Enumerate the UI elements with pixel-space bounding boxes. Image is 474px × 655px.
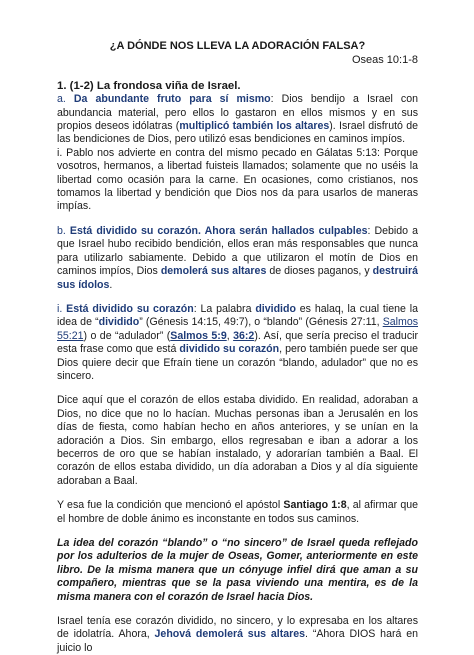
- salmos-55-21-link[interactable]: Salmos 55:21: [57, 316, 419, 342]
- salmos-5-9-link[interactable]: Salmos 5:9: [170, 329, 227, 342]
- sub-i-highlight: Está dividido su corazón: [66, 302, 194, 315]
- paragraph-divided-heart: Dice aquí que el corazón de ellos estaba dividido. En realidad, adoraban a Dios, no dice que no lo hacían. Muchas personas iban a Jerusalén en los días de fiesta, como habían hecho en años anteriores, y se unían en la adoración a Dios. Sin embargo, ellos regresaban e iban a adorar a los becerros de oro que se habían instalado, y adorarían también a Baal. El corazón de ellos estaba dividido, un día adoraban a Dios y al día siguiente adoraban a Baal.: [57, 394, 418, 487]
- point-a-highlight: Da abundante fruto para sí mismo: [73, 93, 271, 106]
- point-b-text-mid: de dioses paganos, y: [266, 265, 373, 278]
- sub-i-text1: : La palabra: [193, 302, 256, 315]
- point-a-highlight-altars: multiplicó también los altares: [179, 120, 330, 133]
- section-heading: 1. (1-2) La frondosa viña de Israel.: [57, 79, 241, 92]
- point-b-sub-i: [57, 303, 418, 383]
- point-b-paragraph: [57, 225, 418, 292]
- paragraph-altars: [57, 615, 418, 655]
- santiago-reference: Santiago 1:8: [283, 499, 347, 512]
- point-b-highlight: Está dividido su corazón. Ahora serán hallados culpables: [69, 224, 368, 237]
- sub-i-marker: i.: [57, 302, 63, 315]
- point-a-paragraph: [57, 93, 418, 147]
- sub-i-text7: , pero también puede ser que Dios quiere decir que Efraín tiene un corazón “blando, adulador” que no es sincero.: [57, 343, 418, 382]
- scripture-reference: Oseas 10:1-8: [351, 54, 418, 67]
- point-b-highlight-altars: demolerá sus altares: [160, 265, 267, 278]
- sub-i-text4: ) o de “adulador” (: [83, 329, 171, 342]
- sub-i-highlight-dividido-2: dividido: [98, 316, 140, 329]
- point-a-marker: a.: [57, 93, 66, 106]
- point-a-sub-i: i. Pablo nos advierte en contra del mismo pecado en Gálatas 5:13: Porque vosotros, hermanos, a libertad fuisteis llamados; solamente que no uséis la libertad como ocasión para la carne. En ocasiones, como cristianos, nos tomamos la libertad y bendición que Dios nos da para usarlos de maneras impías.: [57, 146, 418, 213]
- altars-text2: . “Ahora DIOS hará en juicio lo: [57, 628, 418, 654]
- sub-i-highlight-corazon: dividido su corazón: [179, 343, 280, 356]
- sub-i-text3: ” (Génesis 14:15, 49:7), o “blando” (Génesis 27:11,: [139, 316, 383, 329]
- sub-i-highlight-dividido: dividido: [255, 302, 296, 315]
- point-a-text: : Dios bendijo a Israel con abundancia material, pero ellos lo gastaron en ellos mismos y en sus propios deseos idólatras (: [57, 93, 418, 133]
- sub-i-text6: ). Así, que sería preciso el traducir esta frase como que está: [57, 329, 419, 356]
- sub-i-text2: es halaq, la cual tiene la idea de “: [57, 302, 419, 329]
- point-b-marker: b.: [57, 224, 66, 237]
- santiago-text2: , al afirmar que el hombre de doble ánimo es inconstante en todos sus caminos.: [57, 499, 418, 525]
- point-b-text: : Debido a que Israel hubo recibido bendición, ellos eran más responsables que nunca para utilizarlo sabiamente. Debido a que utilizaron el motín de Dios en caminos impíos, Dios: [57, 224, 418, 278]
- point-b-highlight-idols: destruirá sus ídolos: [57, 265, 419, 291]
- santiago-text1: Y esa fue la condición que mencionó el apóstol: [57, 499, 284, 512]
- paragraph-santiago: [57, 499, 418, 526]
- altars-highlight: Jehová demolerá sus altares: [154, 628, 306, 641]
- altars-text1: Israel tenía ese corazón dividido, no sincero, y lo expresaba en los altares de idolatría. Ahora,: [57, 615, 418, 641]
- salmos-36-2-link[interactable]: 36:2: [233, 329, 255, 342]
- document-title: ¿A DÓNDE NOS LLEVA LA ADORACIÓN FALSA?: [109, 40, 366, 52]
- paragraph-gomer-italic: La idea del corazón “blando” o “no sincero” de Israel queda reflejado por los adulterios de la mujer de Oseas, Gomer, anteriormente en este libro. De la misma manera que un cónyuge infiel dirá que aman a su compañero, mientras que se la pasa viviendo una mentira, es de la misma manera con el corazón de Israel hacia Dios.: [57, 537, 418, 603]
- sub-i-text5: ,: [226, 329, 234, 342]
- point-a-text-end: ). Israel disfrutó de las bendiciones de Dios, pero utilizó esas bendiciones en caminos impíos.: [57, 120, 418, 146]
- point-b-text-end: .: [109, 278, 113, 291]
